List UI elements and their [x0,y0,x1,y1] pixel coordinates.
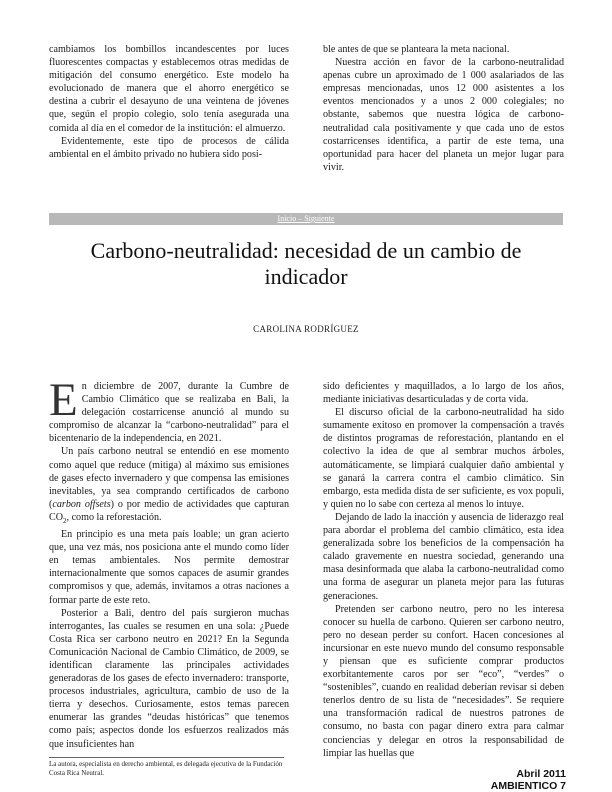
previous-article-left-column [49,43,289,161]
paragraph: ble antes de que se planteara la meta nacional. [323,44,510,55]
paragraph: cambiamos los bombillos incandescentes por luces fluorescentes compactas y establecemos otras medidas de mitigación del consumo energético. Este modelo ha evolucionado de manera que el ahorro energético se destina a cubrir el desayuno de una veintena de jóvenes que, según el propio colegio, solo tenía asegurada una comida al día en el comedor de la institución: el almuerzo. [49,44,289,134]
paragraph-text: Un país carbono neutral se entendió en ese momento como aquel que reduce (mitiga) al máximo sus emisiones de gases efecto invernadero y que compensa las emisiones inevitables, ya sea comprando certificados de carbono ( [49,446,289,510]
paragraph: Nuestra acción en favor de la carbono-neutralidad apenas cubre un aproximado de 1 000 asalariados de las empresas mencionadas, unos 12 000 asistentes a los eventos mencionados y a unos 2 000 colegiales; no obstante, sabemos que nuestra lógica de carbono-neutralidad cala positivamente y que cada uno de estos costarricenses identifica, a partir de este tema, una oportunidad para hacer del planeta un mejor lugar para vivir. [323,57,564,173]
paragraph: El discurso oficial de la carbono-neutralidad ha sido sumamente exitoso en promover la compensación a través de distintos programas de reforestación, plantando en el colectivo la idea de que al sembrar muchos árboles, automáticamente, se limpiará cualquier daño ambiental y se ganará la carrera contra el cambio climático. Sin embargo, esta medida dista de ser suficiente, es vox populi, y quien no lo sabe con certeza al menos lo intuye. [323,407,564,510]
navigation-bar [49,213,563,225]
article-author: CAROLINA RODRÍGUEZ [253,324,359,334]
nav-previous-link[interactable]: Inicio [277,214,297,223]
article-right-column [323,380,564,760]
paragraph: En principio es una meta país loable; un gran acierto que, una vez más, nos posiciona ante el mundo como líder en temas ambientales. Nos permite demostrar internacionalmente que somos capaces de asumir grandes compromisos y que, además, invitamos a otras naciones a formar parte de este reto. [49,529,289,606]
paragraph: Dejando de lado la inacción y ausencia de liderazgo real para abordar el problema del cambio climático, esta idea generalizada sobre los beneficios de la compensación ha calado gravemente en nuestra sociedad, generando una masa desinformada que alaba la carbono-neutralidad como una forma de asegurar un planeta mejor para las futuras generaciones. [323,511,564,602]
drop-cap: E [49,374,78,426]
paragraph-text: , como la reforestación. [66,511,162,523]
paragraph: Posterior a Bali, dentro del país surgieron muchas interrogantes, las cuales se resumen en una sola: ¿Puede Costa Rica ser carbono neutro en 2021? En la Segunda Comunicación Nacional de Cambio Climático, de 2009, se identifican claramente las principales actividades generadoras de los gases de efecto invernadero: transporte, procesos industriales, agricultura, cambio de uso de la tierra y desechos. Curiosamente, estos temas parecen enumerar las grandes “deudas históricas” que tenemos como país; aspectos donde los esfuerzos realizados más que insuficientes han [49,607,289,750]
paragraph-text: n diciembre de 2007, durante la Cumbre de Cambio Climático que se realizaba en Bali, la delegación costarricense anunció al mundo su compromiso de alcanzar la “carbono-neutralidad” para el bicentenario de la independencia, en 2021. [49,381,289,445]
paragraph [49,445,289,528]
paragraph: Pretenden ser carbono neutro, pero no les interesa conocer su huella de carbono. Quieren ser carbono neutro, pero no desean perder su confort. Hacen concesiones al incursionar en este nuevo mundo del consumo responsable y piensan que es suficiente comprar productos exorbitantemente caros por ser “eco”, “verdes” o “sostenibles”, cuando en realidad deberían revisar si deben tenerlos dentro de su lista de “necesidades”. Se requiere una transformación radical de nuestros patrones de consumo, no basta con pagar dinero extra para calmar conciencias y delegar en otros la responsabilidad de limpiar las huellas que [323,603,564,759]
footnote-divider [49,757,284,758]
previous-article-right-column [323,43,564,174]
paragraph [49,374,289,445]
article-left-column [49,374,289,751]
paragraph: Evidentemente, este tipo de procesos de cálida ambiental en el ámbito privado no hubiera sido posi- [49,135,289,160]
nav-separator: – [296,214,305,223]
italic-term: carbon offsets [52,498,111,510]
author-footnote: La autora, especialista en derecho ambiental, es delegada ejecutiva de la Fundación Costa Rica Neutral. [49,760,283,777]
page-folio: Abril 2011 AMBIENTICO 7 [490,768,566,792]
article-title: Carbono-neutralidad: necesidad de un cambio de indicador [90,238,522,289]
subscript: 2 [63,516,67,525]
nav-next-link[interactable]: Siguiente [304,214,335,223]
paragraph-text: ) o por medio de actividades que capturan CO [49,498,289,523]
paragraph: sido deficientes y maquillados, a lo largo de los años, mediante iniciativas desarticuladas y de corta vida. [323,381,564,406]
